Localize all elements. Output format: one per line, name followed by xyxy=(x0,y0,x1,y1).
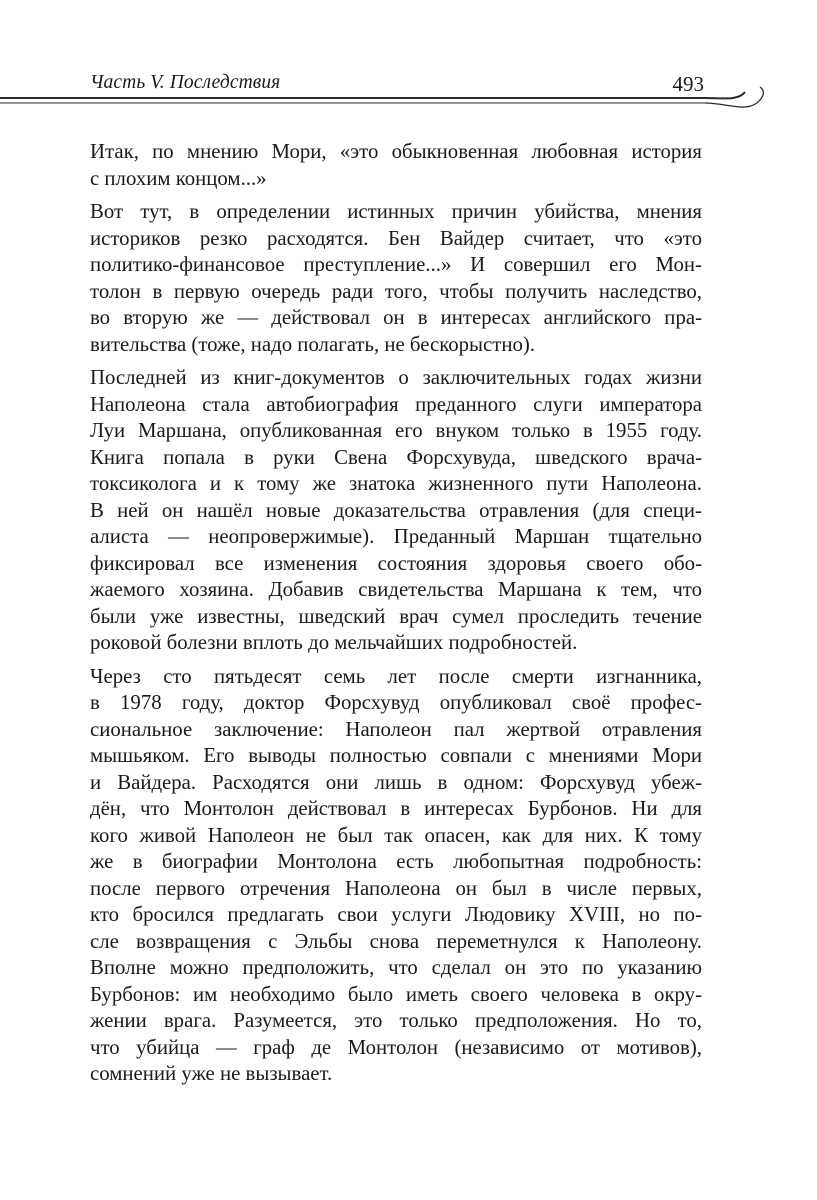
paragraph-3 xyxy=(90,365,702,657)
text-line: толон в первую очередь ради того, чтобы получить наследство, xyxy=(90,279,702,303)
text-line: дён, что Монтолон действовал в интересах Бурбонов. Ни для xyxy=(90,797,702,820)
text-line: токсиколога и к тому же знатока жизненного пути Наполеона. xyxy=(90,472,702,495)
text-line: Вполне можно предположить, что сделал он это по указанию xyxy=(90,956,702,979)
text-line: же в биографии Монтолона есть любопытная подробность: xyxy=(90,850,702,873)
text-line: Вот тут, в определении истинных причин убийства, мнения xyxy=(90,200,702,223)
text-line: кто бросился предлагать свои услуги Людовику XVIII, но по- xyxy=(90,903,702,926)
text-line: фиксировал все изменения состояния здоровья своего обо- xyxy=(90,551,702,575)
header-rule-line xyxy=(0,92,745,98)
text-line: что убийца — граф де Монтолон (независимо от мотивов), xyxy=(90,1035,702,1059)
text-line: в 1978 году, доктор Форсхувуд опубликовал своё профес- xyxy=(90,691,702,714)
text-line: кого живой Наполеон не был так опасен, как для них. К тому xyxy=(90,823,702,847)
text-line: политико-финансовое преступление...» И совершил его Мон- xyxy=(90,253,702,276)
body-text xyxy=(90,139,702,1095)
text-line: были уже известны, шведский врач сумел проследить течение xyxy=(90,604,702,628)
page-number: 493 xyxy=(672,72,704,96)
text-line: Наполеона стала автобиография преданного слуги императора xyxy=(90,392,702,416)
text-line: алиста — неопровержимые). Преданный Маршан тщательно xyxy=(90,525,702,548)
text-line: Бурбонов: им необходимо было иметь своего человека в окру- xyxy=(90,982,702,1006)
paragraph-2 xyxy=(90,199,702,358)
text-line: В ней он нашёл новые доказательства отравления (для специ- xyxy=(90,498,702,522)
running-head-title: Часть V. Последствия xyxy=(90,72,281,93)
text-line: Книга попала в руки Свена Форсхувуда, шведского врача- xyxy=(90,445,702,469)
text-line: после первого отречения Наполеона он был в числе первых, xyxy=(90,876,702,900)
text-line: сле возвращения с Эльбы снова переметнулся к Наполеону. xyxy=(90,929,702,953)
text-line: во вторую же — действовал он в интересах английского пра- xyxy=(90,306,702,329)
text-line: Итак, по мнению Мори, «это обыкновенная любовная история xyxy=(90,140,702,163)
paragraph-1 xyxy=(90,139,702,192)
text-line: жении врага. Разумеется, это только предположения. Но то, xyxy=(90,1009,702,1032)
text-line: с плохим концом...» xyxy=(90,166,267,190)
text-line: вительства (тоже, надо полагать, не бескорыстно). xyxy=(90,332,536,356)
text-line: и Вайдера. Расходятся они лишь в одном: Форсхувуд убеж- xyxy=(90,770,702,794)
text-line: Последней из книг-документов о заключительных годах жизни xyxy=(90,366,702,389)
paragraph-4 xyxy=(90,664,702,1088)
text-line: жаемого хозяина. Добавив свидетельства Маршана к тем, что xyxy=(90,578,702,601)
text-line: Через сто пятьдесят семь лет после смерти изгнанника, xyxy=(90,664,702,688)
text-line: историков резко расходятся. Бен Вайдер считает, что «это xyxy=(90,226,702,250)
text-line: мышьяком. Его выводы полностью совпали с мнениями Мори xyxy=(90,744,702,767)
text-line: роковой болезни вплоть до мельчайших подробностей. xyxy=(90,631,578,654)
text-line: Луи Маршана, опубликованная его внуком только в 1955 году. xyxy=(90,419,702,442)
text-line: сомнений уже не вызывает. xyxy=(90,1062,333,1085)
header-rule-ornament xyxy=(0,86,817,126)
text-line: сиональное заключение: Наполеон пал жертвой отравления xyxy=(90,717,702,741)
